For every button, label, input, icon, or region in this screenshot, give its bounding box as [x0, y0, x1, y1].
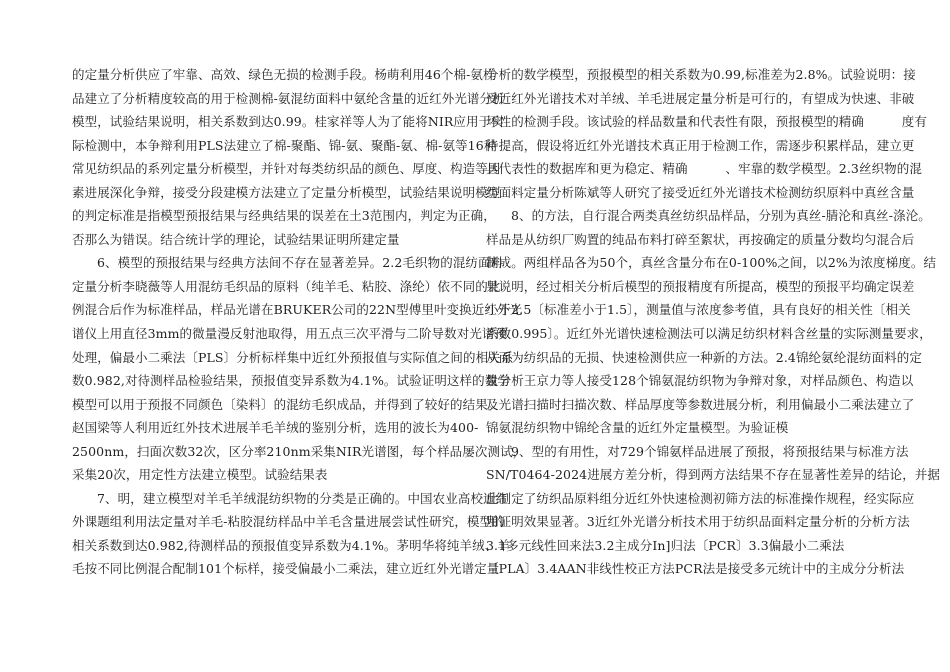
left-column-text-line: 素进展深化争辩，接受分段建模方法建立了定量分析模型，试验结果说明模型 — [72, 184, 501, 200]
right-column-text-line: 8、的方法，自行混合两类真丝纺织品样品，分别为真丝-腈沦和真丝-涤沦。 — [511, 208, 931, 224]
right-column-text-line: 样品是从纺织厂购置的纯品布料打碎至絮状，再按确定的质量分数均匀混合后 — [486, 231, 915, 247]
left-column-text-line: 采集20次，用定性方法建立模型。试验结果表 — [72, 467, 328, 483]
right-column-text-line: 系数0.995〕。近红外光谱快速检测法可以满足纺织材料含丝量的实际测量要求， — [486, 326, 932, 342]
left-column-text-line: 的定量分析供应了牢靠、高效、绿色无损的检测手段。杨萌利用46个棉-氨样 — [72, 67, 496, 82]
left-column-text-line: 模型，试验结果说明，相关系数到达0.99。桂家祥等人为了能将NIR应用于实 — [72, 114, 504, 130]
left-column-text-line: 外课题组利用法定量对羊毛-粘胶混纺样品中羊毛含量进展尝试性研究，模型的 — [72, 514, 505, 530]
left-column-text-line: 定量分析李晓薇等人用混纺毛织品的原料（纯羊毛、粘胶、涤纶）依不同的比 — [72, 278, 501, 294]
right-column-text-line: 3.1多元线性回来法3.2主成分In]归法〔PCR〕3.3偏最小二乘法 — [486, 537, 845, 553]
right-column-text-line: 此制定了纺织品原料组分近红外快速检测初筛方法的标准操作规程，经实际应 — [486, 490, 915, 506]
right-column-text-line: 锦氨混纺织物中锦纶含量的近红外定量模型。为验证模 — [486, 420, 789, 436]
left-column-text-line: 2500nm，扫面次数32次，区分率210nm采集NIR光谱图，每个样品屡次测试， — [72, 443, 526, 459]
right-column-text-line: 小于2.5〔标准差小于1.5〕，测量值与浓度参考值，具有良好的相关性〔相关 — [486, 302, 911, 318]
right-column-text-line: 待提高，假设将近红外光谱技术真正用于检测工作，需逐步积累样品，建立更 — [486, 137, 915, 153]
left-text-column — [72, 63, 526, 581]
right-column-text-line: 用证明效果显著。3近红外光谱分析技术用于纺织品面料定量分析的分析方法 — [486, 514, 910, 530]
left-column-text-line: 的判定标准是指模型预报结果与经典结果的误差在土3范围内，判定为正确， — [72, 208, 496, 224]
left-column-text-line: 6、模型的预报结果与经典方法间不存在显著差异。2.2毛织物的混纺面料 — [97, 255, 504, 271]
left-column-text-line: 品建立了分析精度较高的用于检测棉-氨混纺面料中氨纶含量的近红外光谱分析 — [72, 90, 505, 106]
right-column-text-line: 制成。两组样品各为50个，真丝含量分布在0-100%之间，以2%为浓度梯度。结 — [486, 255, 937, 271]
left-column-text-line: 处理，偏最小二乘法〔PLS〕分析标样集中近红外预报值与实际值之间的相关系 — [72, 349, 514, 365]
right-column-text-line: 坏性的检测手段。该试验的样品数量和代表性有限，预报模型的精确 度有 — [486, 114, 928, 130]
left-column-text-line: 赵国梁等人利用近红外技术进展羊毛羊绒的鉴别分析，选用的波长为400- — [72, 420, 479, 436]
left-column-text-line: 谱仪上用直径3mm的微量漫反射池取得，用五点三次平滑与二阶导数对光谱预 — [72, 326, 508, 342]
right-column-text-line: 及光谱扫描时扫描次数、样品厚度等参数进展分析，利用偏最小二乘法建立了 — [486, 396, 915, 412]
left-column-text-line: 7、明，建立模型对羊毛羊绒混纺织物的分类是正确的。中国农业高校近红 — [97, 490, 509, 506]
right-column-text-line: 受近红外光谱技术对羊绒、羊毛进展定量分析是可行的，有望成为快速、非破 — [486, 90, 915, 106]
right-column-text-line: 从而为纺织品的无损、快速检测供应一种新的方法。2.4锦纶氨纶混纺面料的定 — [486, 349, 922, 365]
left-column-text-line: 毛按不同比例混合配制101个标样，接受偏最小二乘法，建立近红外光谱定量 — [72, 561, 500, 577]
left-column-text-line: 相关系数到达0.982,待测样品的预报值变异系数为4.1%。茅明华将纯羊绒、羊 — [72, 537, 510, 553]
right-column-text-line: 纺面料定量分析陈斌等人研究了接受近红外光谱技术检测纺织原料中真丝含量 — [486, 184, 915, 200]
left-column-text-line: 模型可以用于预报不同颜色〔染料〕的混纺毛织成品，并得到了较好的结果。 — [72, 396, 501, 412]
left-column-text-line: 常见纺织品的系列定量分析模型，并针对每类纺织品的颜色、厚度、构造等因 — [72, 161, 501, 177]
right-column-text-line: 量分析王京力等人接受128个锦氨混纺织物为争辩对象，对样品颜色、构造以 — [486, 373, 914, 389]
right-column-text-line: 具代表性的数据库和更为稳定、精确 、牢靠的数学模型。2.3丝织物的混 — [486, 161, 922, 177]
left-column-text-line: 例混合后作为标准样品，样品光谱在BRUKER公司的22N型傅里叶变换近红外光 — [72, 302, 523, 318]
right-text-column — [486, 63, 940, 581]
left-column-text-line: 否那么为错误。结合统计学的理论，试验结果证明所建定量 — [72, 231, 400, 247]
right-column-text-line: 分析的数学模型，预报模型的相关系数为0.99,标准差为2.8%。试验说明：接 — [486, 67, 916, 82]
right-column-text-line: 〔PLA〕3.4AAN非线性校正方法PCR法是接受多元统计中的主成分分析法 — [486, 561, 905, 577]
right-column-text-line: 9、型的有用性，对729个锦氨样品进展了预报，将预报结果与标准方法 — [511, 443, 909, 459]
right-column-text-line: SN/T0464-2024进展方差分析，得到两方法结果不存在显著性差异的结论，并据 — [486, 467, 940, 483]
left-column-text-line: 数0.982,对待测样品检验结果，预报值变异系数为4.1%。试验证明这样的数学 — [72, 373, 510, 389]
right-column-text-line: 果说明，经过相关分析后模型的预报精度有所提高，模型的预报平均确定误差 — [486, 278, 915, 294]
left-column-text-line: 际检测中，本争辩利用PLS法建立了棉-聚酯、锦-氨、聚酯-氨、棉-氨等16种 — [72, 137, 497, 153]
